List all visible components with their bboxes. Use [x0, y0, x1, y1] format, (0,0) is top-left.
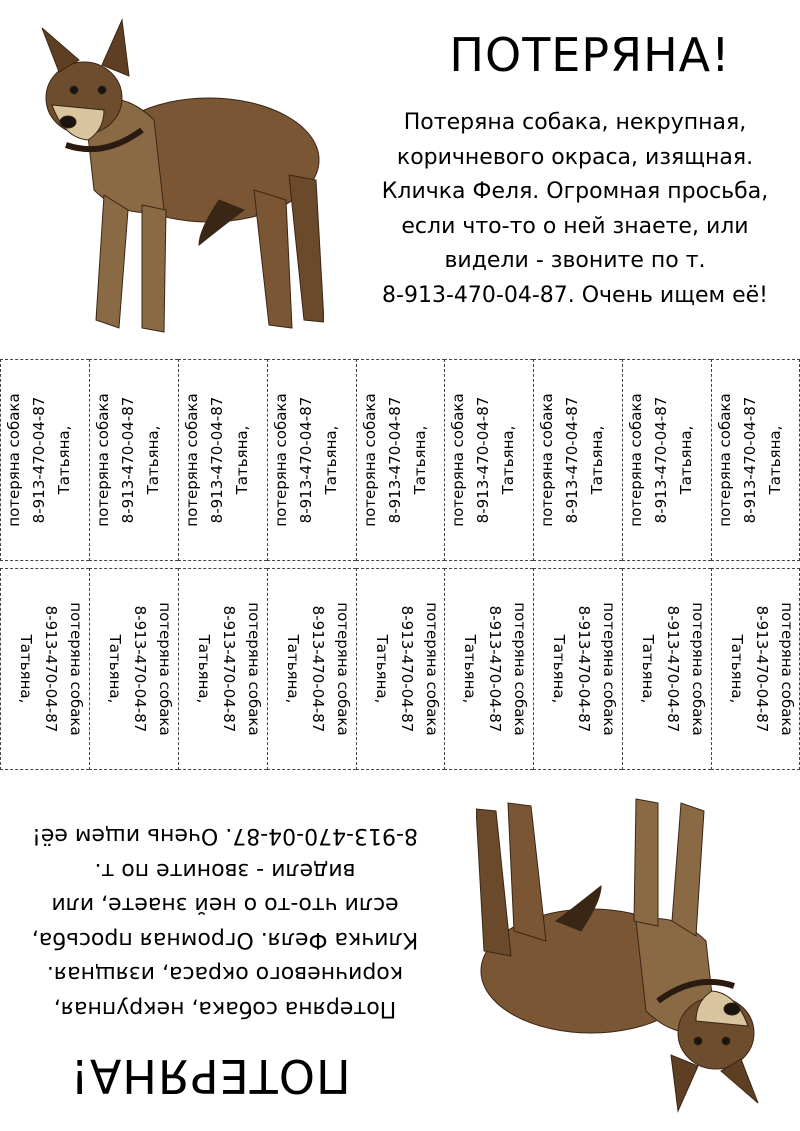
tear-off-line2: 8-913-470-04-87	[309, 605, 327, 733]
flyer-line: если что-то о ней знаете, или	[401, 213, 749, 239]
tear-off-tab-text	[535, 569, 621, 769]
tear-off-tab[interactable]	[356, 359, 445, 561]
tear-off-tab-text	[624, 360, 710, 560]
flyer-description	[5, 818, 445, 1025]
tear-off-line1: потеряна собака	[627, 393, 645, 527]
tear-off-line2: 8-913-470-04-87	[740, 396, 759, 524]
tear-off-tab-text	[446, 569, 532, 769]
tear-off-tab-text	[180, 569, 266, 769]
tear-off-line1: потеряна собака	[715, 393, 734, 527]
tear-off-line2: 8-913-470-04-87	[752, 605, 771, 733]
flyer-line: 8-913-470-04-87. Очень ищем её!	[382, 282, 768, 308]
tear-off-line1: потеряна собака	[67, 602, 85, 736]
tear-off-line3: Татьяна,	[144, 425, 162, 495]
tear-off-tab[interactable]	[533, 568, 622, 770]
tear-off-row-bottom	[0, 568, 800, 770]
tear-off-line2: 8-913-470-04-87	[575, 605, 593, 733]
tear-off-line2: 8-913-470-04-87	[220, 605, 238, 733]
flyer-line: видели - звоните по т.	[444, 248, 706, 273]
tear-off-tab[interactable]	[178, 359, 267, 561]
tear-off-line3: Татьяна,	[411, 425, 429, 495]
flyer-title: ПОТЕРЯНА!	[449, 28, 731, 82]
tear-off-line2: 8-913-470-04-87	[131, 605, 149, 733]
tear-off-line3: Татьяна,	[461, 634, 479, 704]
flyer-line: Кличка Феля. Огромная просьба,	[31, 927, 419, 952]
tear-off-tab[interactable]	[444, 568, 533, 770]
tear-off-tab-text	[358, 360, 444, 560]
tear-off-tab-text	[2, 569, 88, 769]
tear-off-tab[interactable]	[0, 568, 89, 770]
tear-off-tab[interactable]	[0, 359, 89, 561]
tear-off-line1: потеряна собака	[334, 602, 352, 736]
tear-off-tab-text	[2, 360, 88, 560]
tear-off-tab-text	[713, 360, 799, 560]
flyer-line: Кличка Феля. Огромная просьба,	[381, 179, 769, 204]
tear-off-tab[interactable]	[89, 359, 178, 561]
tear-off-line3: Татьяна,	[677, 425, 695, 495]
dog-illustration	[24, 10, 324, 340]
flyer-title: ПОТЕРЯНА!	[69, 1049, 351, 1103]
tear-off-line3: Татьяна,	[322, 425, 340, 495]
tear-off-strips	[0, 359, 800, 771]
tear-off-line2: 8-913-470-04-87	[42, 605, 60, 733]
tear-off-line1: потеряна собака	[423, 602, 441, 736]
tear-off-line1: потеряна собака	[511, 602, 529, 736]
tear-off-tab[interactable]	[178, 568, 267, 770]
tear-off-tab-text	[180, 360, 266, 560]
tear-off-line1: потеряна собака	[5, 393, 23, 527]
tear-off-line3: Татьяна,	[550, 634, 568, 704]
tear-off-line3: Татьяна,	[195, 634, 213, 704]
tear-off-line1: потеряна собака	[272, 393, 290, 527]
tear-off-line3: Татьяна,	[106, 634, 124, 704]
tear-off-tab[interactable]	[356, 568, 445, 770]
tear-off-line1: потеряна собака	[538, 393, 556, 527]
tear-off-tab-text	[269, 360, 355, 560]
tear-off-tab[interactable]	[622, 568, 711, 770]
tear-off-line3: Татьяна,	[17, 634, 35, 704]
tear-off-line2: 8-913-470-04-87	[119, 396, 137, 524]
tear-off-line1: потеряна собака	[183, 393, 201, 527]
tear-off-line1: потеряна собака	[156, 602, 174, 736]
flyer-line: Потеряна собака, некрупная,	[53, 996, 397, 1021]
tear-off-line3: Татьяна,	[765, 425, 784, 495]
tear-off-line3: Татьяна,	[727, 634, 746, 704]
tear-off-line1: потеряна собака	[777, 602, 796, 736]
tear-off-line1: потеряна собака	[94, 393, 112, 527]
tear-off-line3: Татьяна,	[588, 425, 606, 495]
tear-off-tab[interactable]	[89, 568, 178, 770]
tear-off-tab-text	[535, 360, 621, 560]
tear-off-tab-text	[91, 569, 177, 769]
tear-off-line2: 8-913-470-04-87	[386, 396, 404, 524]
tear-off-line3: Татьяна,	[499, 425, 517, 495]
tear-off-tab[interactable]	[267, 568, 356, 770]
tear-off-line1: потеряна собака	[689, 602, 707, 736]
tear-off-line3: Татьяна,	[284, 634, 302, 704]
flyer-description	[355, 106, 795, 313]
tear-off-line3: Татьяна,	[233, 425, 251, 495]
tear-off-line1: потеряна собака	[361, 393, 379, 527]
flyer-line: видели - звоните по т.	[94, 858, 356, 883]
tear-off-line2: 8-913-470-04-87	[398, 605, 416, 733]
tear-off-line1: потеряна собака	[600, 602, 618, 736]
tear-off-line2: 8-913-470-04-87	[474, 396, 492, 524]
tear-off-line2: 8-913-470-04-87	[486, 605, 504, 733]
tear-off-tab[interactable]	[267, 359, 356, 561]
flyer-bottom-section	[0, 771, 800, 1131]
flyer-line: если что-то о ней знаете, или	[51, 892, 399, 918]
tear-off-line2: 8-913-470-04-87	[297, 396, 315, 524]
tear-off-line3: Татьяна,	[639, 634, 657, 704]
flyer-line: Потеряна собака, некрупная,	[403, 110, 747, 135]
tear-off-row-top	[0, 359, 800, 561]
tear-off-line2: 8-913-470-04-87	[664, 605, 682, 733]
tear-off-tab-text	[91, 360, 177, 560]
flyer-line: 8-913-470-04-87. Очень ищем её!	[32, 823, 418, 849]
tear-off-line1: потеряна собака	[245, 602, 263, 736]
tear-off-line1: потеряна собака	[449, 393, 467, 527]
tear-off-line2: 8-913-470-04-87	[208, 396, 226, 524]
tear-off-tab-text	[446, 360, 532, 560]
tear-off-tab[interactable]	[622, 359, 711, 561]
tear-off-tab[interactable]	[444, 359, 533, 561]
tear-off-tab-text	[624, 569, 710, 769]
tear-off-tab-text	[358, 569, 444, 769]
tear-off-tab[interactable]	[711, 568, 800, 770]
tear-off-tab-text	[269, 569, 355, 769]
tear-off-tab[interactable]	[533, 359, 622, 561]
flyer-top-section	[0, 0, 800, 360]
tear-off-line2: 8-913-470-04-87	[563, 396, 581, 524]
tear-off-tab-text	[713, 569, 799, 769]
tear-off-tab[interactable]	[711, 359, 800, 561]
flyer-line: коричневого окраса, изящная.	[46, 961, 404, 987]
flyer-line: коричневого окраса, изящная.	[396, 144, 754, 170]
tear-off-line3: Татьяна,	[55, 425, 73, 495]
tear-off-line2: 8-913-470-04-87	[30, 396, 48, 524]
dog-illustration	[476, 791, 776, 1121]
tear-off-line3: Татьяна,	[373, 634, 391, 704]
tear-off-line2: 8-913-470-04-87	[652, 396, 670, 524]
